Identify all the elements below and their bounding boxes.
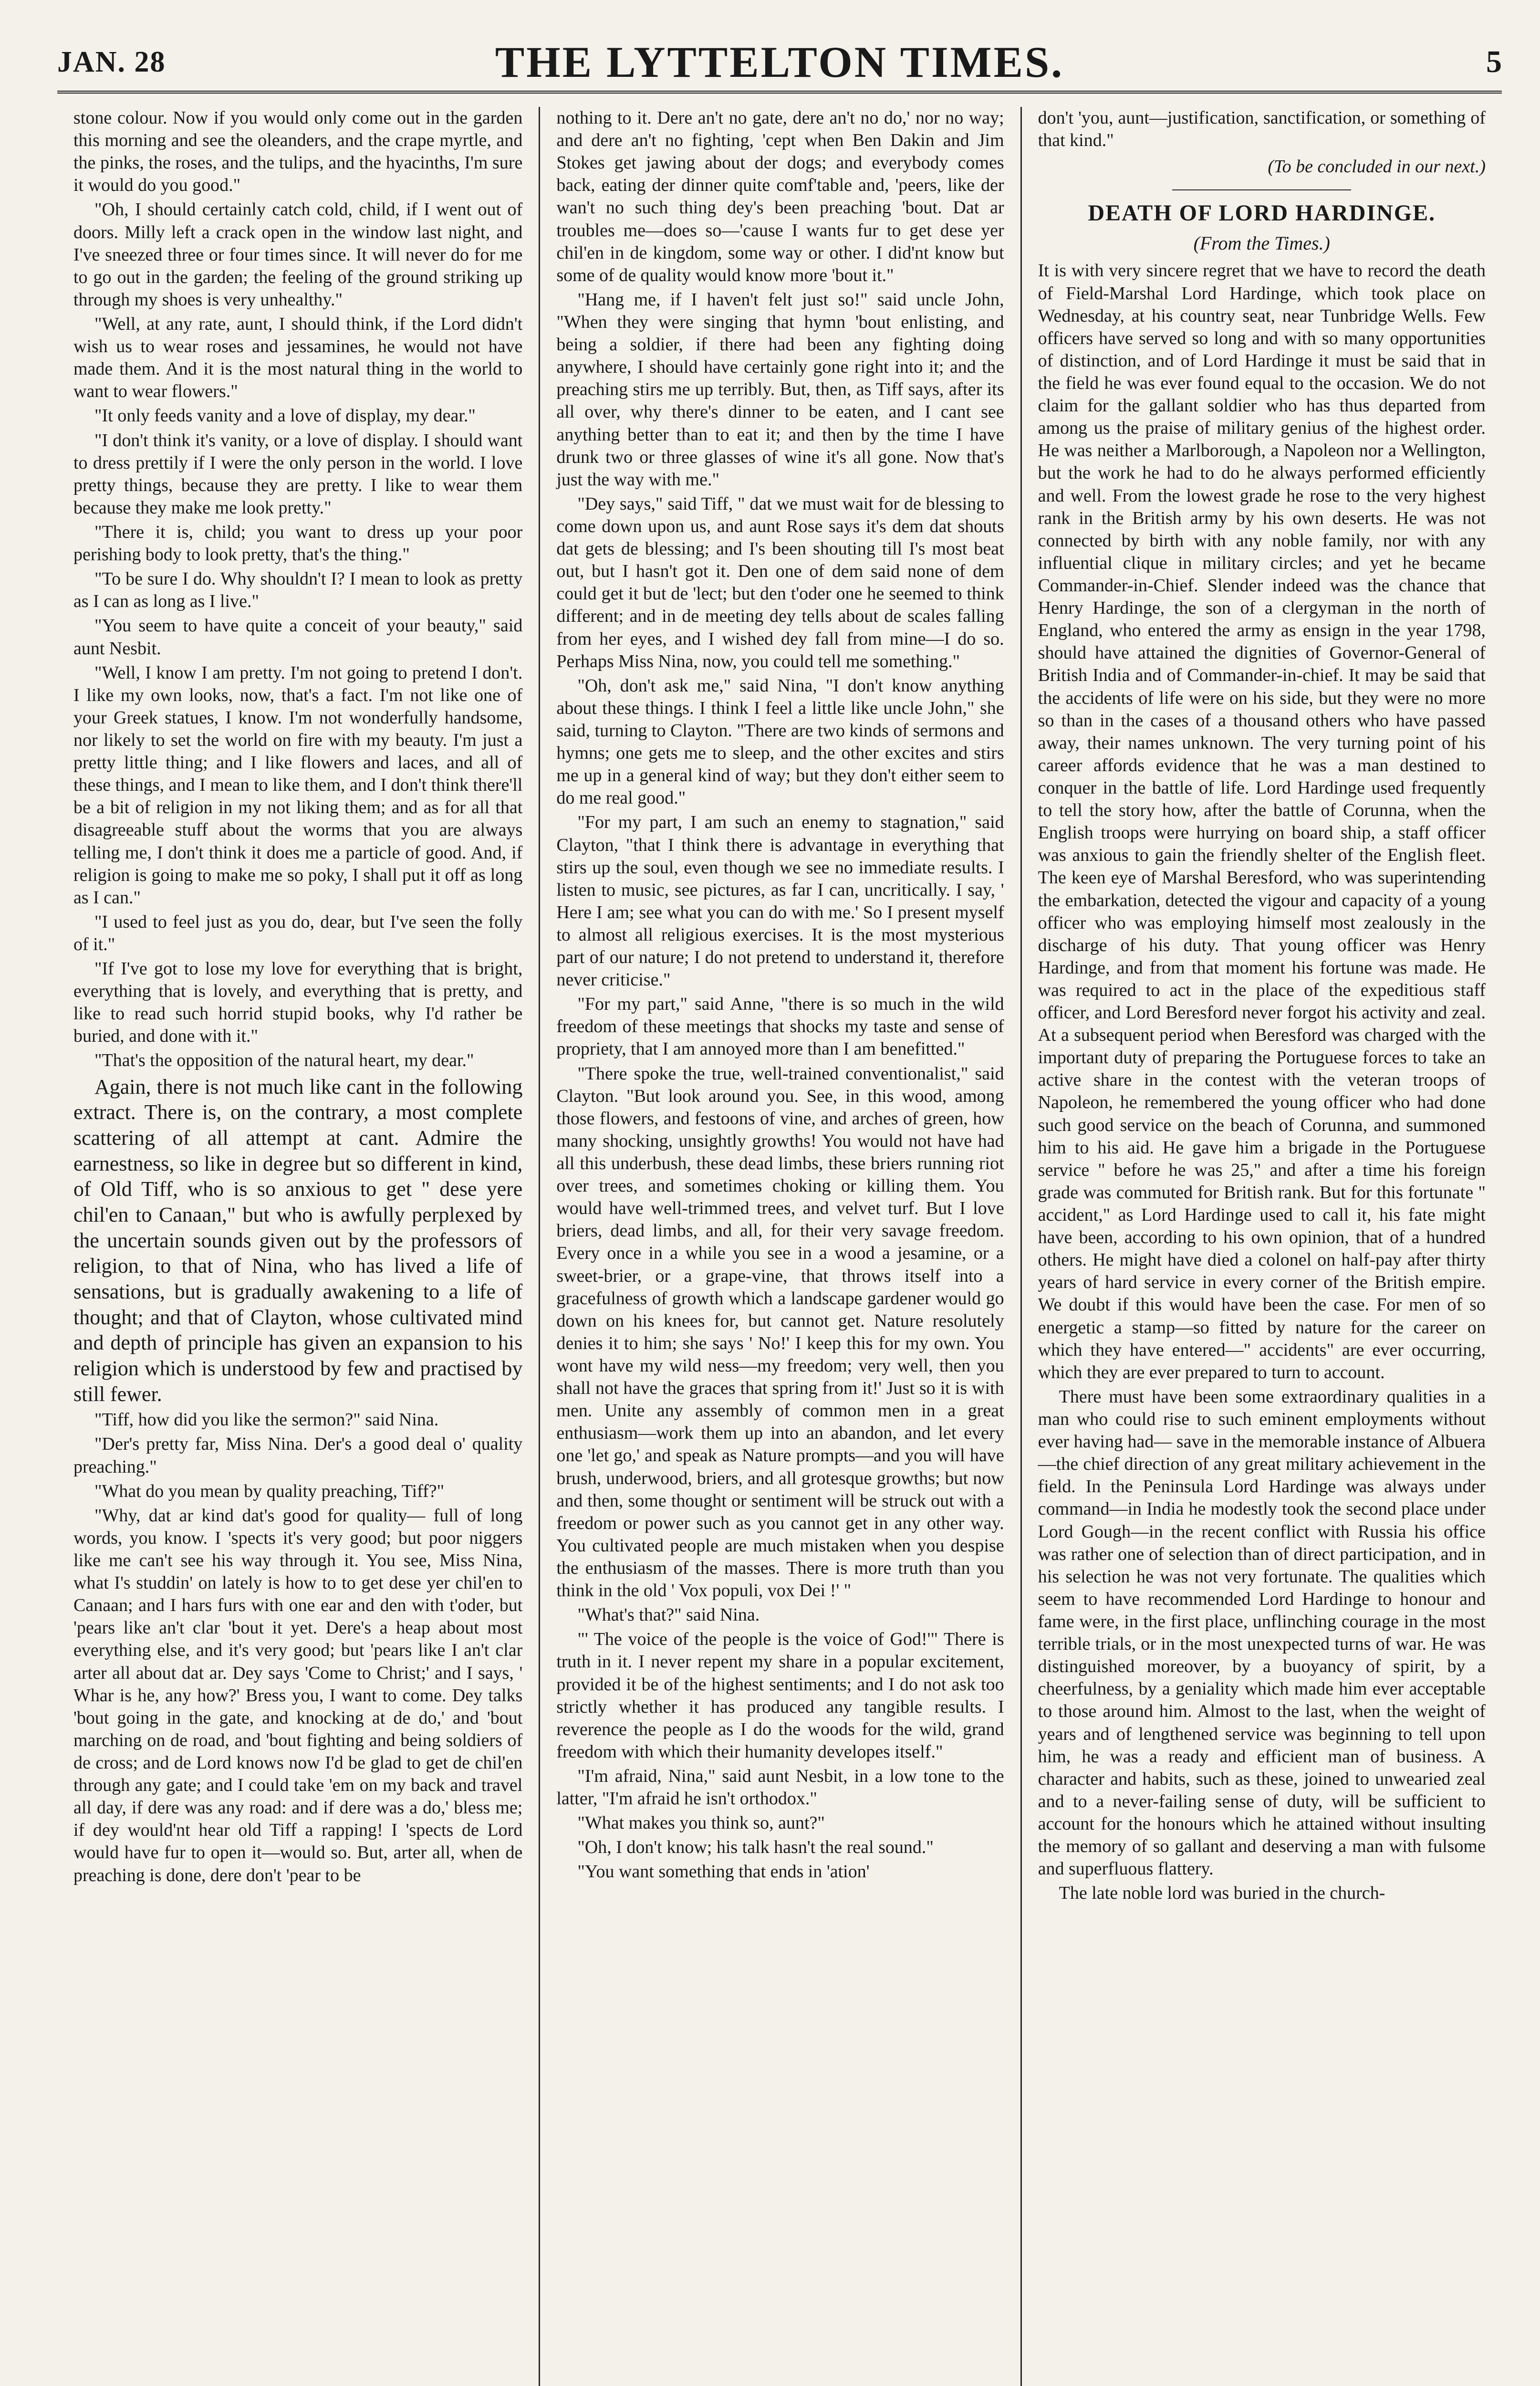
article-headline: DEATH OF LORD HARDINGE. <box>1088 200 1436 226</box>
page-number: 5 <box>1486 44 1502 79</box>
paragraph: "Well, I know I am pretty. I'm not going to pretend I don't. I like my own looks, now, that's a fact. I'm not like one of your Greek statues, I know. I'm not wonderfully handsome, nor likely to set the world on fire with my beauty. I'm just a pretty little thing; and I like flowers and laces, and all of these things, and I mean to like them, and I don't think there'll be a bit of religion in my not liking them; and as for all that disagreeable stuff about the worms that you are always telling me, I don't think it does me a particle of good. And, if religion is going to make me so poky, I shall put it off as long as I can." <box>73 662 523 908</box>
paragraph: "I don't think it's vanity, or a love of display. I should want to dress prettily if I were the only person in the world. I love pretty things, because they are pretty. I like to wear them because they make me look pretty." <box>73 430 523 518</box>
article-body <box>1038 260 1486 1905</box>
column-2 <box>539 107 1020 2386</box>
paragraph: "What's that?" said Nina. <box>577 1605 760 1625</box>
paragraph: "Tiff, how did you like the sermon?" said Nina. <box>94 1410 439 1430</box>
paragraph: "You want something that ends in 'ation' <box>577 1862 870 1882</box>
column-3 <box>1020 107 1502 2386</box>
paragraph: "Oh, don't ask me," said Nina, "I don't know anything about these things. I think I feel a little like uncle John," she said, turning to Clayton. "There are two kinds of sermons and hymns; one gets me to sleep, and the other excites and stirs me up in a general kind of way; but they don't either seem to do me real good." <box>556 675 1004 808</box>
newspaper-title: THE LYTTELTON TIMES. <box>495 38 1064 86</box>
paragraph: "Well, at any rate, aunt, I should think, if the Lord didn't wish us to wear roses and jessamines, he would not have made them. And it is the most natural thing in the world to want to wear flowers." <box>73 314 523 402</box>
paragraph: "What do you mean by quality preaching, Tiff?" <box>94 1481 445 1501</box>
section-divider <box>1172 189 1351 190</box>
paragraph: "Oh, I don't know; his talk hasn't the real sound." <box>577 1837 934 1858</box>
paragraph: "You seem to have quite a conceit of your beauty," said aunt Nesbit. <box>73 616 523 659</box>
paragraph: nothing to it. Dere an't no gate, dere an't no do,' nor no way; and dere an't no fighting, 'cept when Ben Dakin and Jim Stokes get jawing about der dogs; and everybody comes back, eating der dinner quite comf'table and, 'peers, like der wan't no such thing dey's been preaching 'bout. Dat ar troubles me—does so—'cause I wants fur to get dese yer chil'en in de kingdom, some way or other. I did'nt know but some of de quality would know more 'bout it." <box>556 108 1004 285</box>
paragraph: "For my part, I am such an enemy to stagnation," said Clayton, "that I think there is advantage in everything that stirs up the soul, even though we see no immediate results. I listen to music, see pictures, as far I can, uncritically. I say, ' Here I am; see what you can do with me.' So I present myself to almost all religious exercises. It is the most mysterious part of our nature; I do not pretend to understand it, therefore never criticise." <box>556 812 1004 990</box>
paragraph: "That's the opposition of the natural heart, my dear." <box>94 1050 474 1071</box>
paragraph: The late noble lord was buried in the church- <box>1059 1883 1385 1904</box>
column-3-continuation <box>1038 107 1486 152</box>
paragraph: don't 'you, aunt—justification, sanctification, or something of that kind." <box>1038 108 1486 151</box>
paragraph: stone colour. Now if you would only come out in the garden this morning and see the oleanders, and the crape myrtle, and the pinks, the roses, and the tulips, and the hyacinths, I'm sure it would do you good." <box>73 108 523 196</box>
article-byline: (From the Times.) <box>1193 232 1330 254</box>
paragraph: There must have been some extraordinary qualities in a man who could rise to such eminent employments without ever having had— save in the memorable instance of Albuera—the chief direction of any great military achievement in the field. In the Peninsula Lord Hardinge was always under command—in India he modestly took the second place under Lord Gough—in the recent conflict with Russia his office was rather one of selection than of direct participation, and in his selection he was not very fortunate. The qualities which seem to have recommended Lord Hardinge to honour and fame were, in the first place, unflinching courage in the most terrible trials, or in the most unexpected turns of war. He was distinguished moreover, by a buoyancy of spirit, by a cheerfulness, by a geniality which made him ever acceptable to those around him. Almost to the last, when the weight of years and of lengthened service was beginning to tell upon him, he was a ready and efficient man of business. A character and habits, such as these, joined to unwearied zeal and to a never-failing sense of duty, will be sufficient to account for the honours which he attained without insulting the memory of so gallant and deserving a man with fulsome and superfluous flattery. <box>1038 1386 1486 1879</box>
paragraph: It is with very sincere regret that we have to record the death of Field-Marshal Lord Hardinge, which took place on Wednesday, at his country seat, near Tunbridge Wells. Few officers have served so long and with so many opportunities of distinction, and of Lord Hardinge it must be said that in the field he was ever found equal to the occasion. We do not claim for the gallant soldier who has thus departed from among us the praise of military genius of the highest order. He was neither a Marlborough, a Napoleon nor a Wellington, but the work he had to do he always performed efficiently and well. From the lowest grade he rose to the very highest rank in the British army by his own deserts. He was not connected by birth with any noble family, nor with any influential clique in military circles; and yet he became Commander-in-Chief. Slender indeed was the chance that Henry Hardinge, the son of a clergyman in the north of England, who entered the army as ensign in the year 1798, should have attained the dignities of Governor-General of British India and of Commander-in-chief. It may be said that the accidents of life were on his side, but they were no more so than in the cases of a thousand others who have passed away, their names unknown. The very turning point of his career affords evidence that he was a man destined to conquer in the battle of life. Lord Hardinge used frequently to tell the story how, after the battle of Corunna, when the English troops were hurrying on board ship, a staff officer was anxious to gain the friendly shelter of the English fleet. The keen eye of Marshal Beresford, who was superintending the embarkation, detected the vigour and capacity of a young officer who was employing himself most zealously in the discharge of his duty. That young officer was Henry Hardinge, and from that moment his fortune was made. He was required to act in the place of the expeditious staff officer, and Lord Beresford never forgot his activity and zeal. At a subsequent period when Beresford was charged with the important duty of preparing the Portuguese forces to take an active share in the contest with the veteran troops of Napoleon, he remembered the young officer who had done such good service on the beach of Corunna, and summoned him to his aid. He gave him a brigade in the Portuguese service " before he was 25," and after a time his foreign grade was commuted for British rank. But for this fortunate " accident," as Lord Hardinge used to call it, his fate might have been, according to his own opinion, that of a hundred others. He might have died a colonel on half-pay after thirty years of hard service in every corner of the British empire. We doubt if this would have been the case. For men of so energetic a stamp—so fitted by nature for the career on which they have entered—" accidents" are ever occurring, which they are ever prepared to turn to account. <box>1038 261 1486 1382</box>
paragraph: "There spoke the true, well-trained conventionalist," said Clayton. "But look around you. See, in this wood, among those flowers, and festoons of vine, and arches of green, how many shocking, unsightly growths! You would not have had all this underbush, these dead limbs, these briers running riot over trees, and sometimes choking or killing them. You would have well-trimmed trees, and velvet turf. But I love briers, dead limbs, and all, for their very savage freedom. Every once in a while you see in a wood a jesamine, or a sweet-brier, or a grape-vine, that throws itself into a gracefulness of growth which a landscape gardener would go down on his knees for, but cannot get. Nature resolutely denies it to him; she says ' No!' I keep this for my own. You wont have my wild ness—my freedom; very well, then you shall not have the graces that spring from it!' Just so it is with men. Unite any assembly of common men in a great enthusiasm—work them up into an abandon, and let every one 'let go,' and speak as Nature prompts—and you will have brush, underwood, briers, and all grotesque growths; but now and then, some thought or sentiment will be struck out with a freedom or power such as you cannot get in any other way. You cultivated people are much mistaken when you despise the enthusiasm of the masses. There is more truth than you think in the old ' Vox populi, vox Dei !' " <box>556 1063 1004 1601</box>
paragraph: "I'm afraid, Nina," said aunt Nesbit, in a low tone to the latter, "I'm afraid he isn't orthodox." <box>556 1766 1004 1809</box>
column-1 <box>57 107 539 2386</box>
paragraph: "For my part," said Anne, "there is so much in the wild freedom of these meetings that shocks my taste and sense of propriety, that I am annoyed more than I am benefitted." <box>556 994 1004 1059</box>
issue-date: JAN. 28 <box>57 45 166 78</box>
paragraph: "It only feeds vanity and a love of display, my dear." <box>94 406 476 426</box>
paragraph: "Der's pretty far, Miss Nina. Der's a good deal o' quality preaching." <box>73 1434 523 1477</box>
paragraph: "What makes you think so, aunt?" <box>577 1813 825 1833</box>
paragraph: "I used to feel just as you do, dear, but I've seen the folly of it." <box>73 911 523 954</box>
paragraph: "If I've got to lose my love for everything that is bright, everything that is lovely, and everything that is pretty, and like to read such horrid stupid books, why I'd rather be buried, and done with it." <box>73 959 523 1046</box>
paragraph: "Why, dat ar kind dat's good for quality— full of long words, you know. I 'spects it's very good; but poor niggers like me can't see his way through it. You see, Miss Nina, what I's studdin' on lately is how to to get dese yer chil'en to Canaan; and I hars furs with one ear and den with t'oder, but 'pears like an't clar 'bout it yet. Dere's a heap about most everything else, and it's very good; but 'pears like I an't clar arter all about dat ar. Dey says 'Come to Christ;' and I says, ' Whar is he, any how?' Bress you, I want to come. Dey talks 'bout going in the gate, and knocking at de do,' and 'bout marching on de road, and 'bout fighting and being soldiers of de cross; and de Lord knows now I'd be glad to get de chil'en through any gate; and I could take 'em on my back and travel all day, if dere was any road: and if dere was a do,' bless me; if dey would'nt hear old Tiff a rapping! I 'spects de Lord would have fur to open it—would so. But, arter all, when de preaching is done, dere don't 'pear to be <box>73 1505 523 1885</box>
continuation-note: (To be concluded in our next.) <box>1268 157 1486 177</box>
paragraph: "' The voice of the people is the voice of God!'" There is truth in it. I never repent my share in a popular excitement, provided it be of the highest sentiments; and I do not ask too strictly whether it has produced any tangible results. I reverence the people as I do the woods for the wild, grand freedom with which their humanity developes itself." <box>556 1629 1004 1762</box>
masthead <box>57 33 1502 94</box>
columns <box>57 107 1502 2386</box>
paragraph: "There it is, child; you want to dress up your poor perishing body to look pretty, that's the thing." <box>73 522 523 565</box>
paragraph: "Dey says," said Tiff, " dat we must wait for de blessing to come down upon us, and aunt Rose says it's dem dat shouts dat gets de blessing; and I's been shouting till I's most beat out, but I hasn't got it. Den one of dem said none of dem could get it but de 'lect; but den t'oder one he seemed to think different; and in de meeting dey tells about de scales falling from her eyes, and I wished dey fall from mine—I do so. Perhaps Miss Nina, now, you could tell me something." <box>556 493 1004 671</box>
paragraph: "To be sure I do. Why shouldn't I? I mean to look as pretty as I can as long as I live." <box>73 569 523 612</box>
paragraph: "Oh, I should certainly catch cold, child, if I went out of doors. Milly left a crack open in the window last night, and I've sneezed three or four times since. It will never do for me to go out in the garden; the feeling of the ground striking up through my shoes is very unhealthy." <box>73 199 523 310</box>
paragraph: "Hang me, if I haven't felt just so!" said uncle John, "When they were singing that hymn 'bout enlisting, and being a soldier, if there had been any fighting doing anywhere, I should have certainly gone right into it; and the preaching stirs me up terribly. But, then, as Tiff says, after its all over, why there's dinner to be eaten, and I cant see anything better than to eat it; and then by the time I have drunk two or three glasses of wine it's all gone. Now that's just the way with me." <box>556 289 1004 490</box>
paragraph: Again, there is not much like cant in the following extract. There is, on the contrary, a most complete scattering of all attempt at cant. Admire the earnestness, so like in degree but so different in kind, of Old Tiff, who is so anxious to get " dese yere chil'en to Canaan," but who is awfully perplexed by the uncertain sounds given out by the professors of religion, to that of Nina, who has lived a life of sensations, but is gradually awakening to a life of thought; and that of Clayton, whose cultivated mind and depth of principle has given an expansion to his religion which is understood by few and practised by still fewer. <box>73 1075 523 1406</box>
